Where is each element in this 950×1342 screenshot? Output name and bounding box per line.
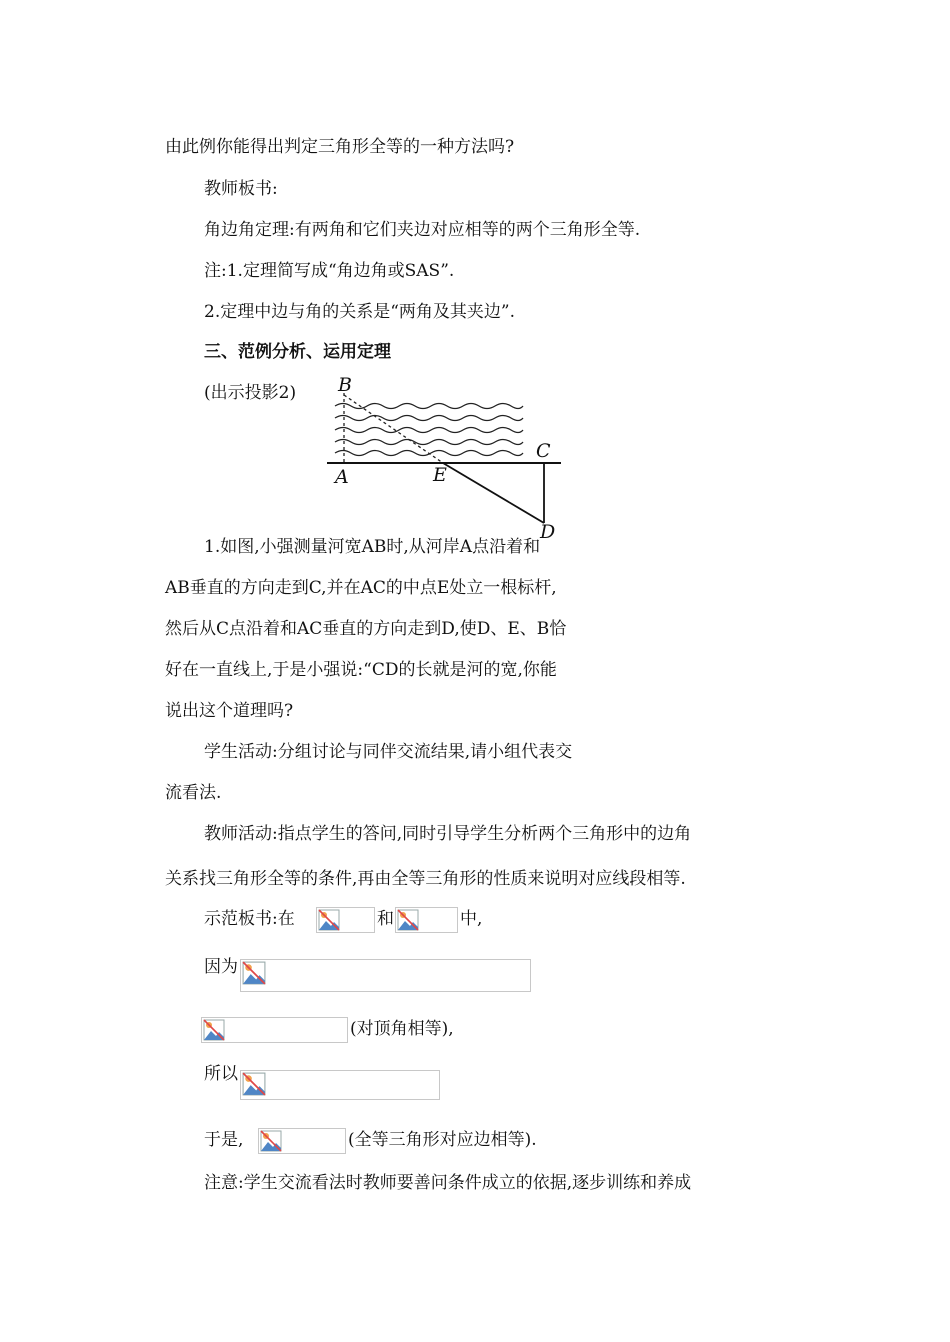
projection-label: (出示投影2) [204,383,297,403]
problem-1-line-2: AB垂直的方向走到C,并在AC的中点E处立一根标杆, [165,578,557,598]
theorem-text: 角边角定理:有两角和它们夹边对应相等的两个三角形全等. [204,220,641,240]
label-c: C [536,440,551,462]
vertical-angles-note: (对顶角相等), [350,1019,454,1039]
because-label: 因为 [204,957,238,977]
broken-image-icon [260,1130,282,1152]
broken-image-icon [203,1019,225,1041]
teacher-activity-line-1: 教师活动:指点学生的答问,同时引导学生分析两个三角形中的边角 [204,824,692,844]
demo-prefix: 示范板书:在 [204,909,295,929]
note-1: 注:1.定理简写成“角边角或SAS”. [204,261,455,281]
river-width-figure [325,373,565,543]
thus-label: 于是, [204,1130,244,1150]
section-heading: 三、范例分析、运用定理 [204,342,391,362]
student-activity-line-2: 流看法. [165,783,222,803]
label-b: B [338,374,352,396]
problem-1-line-1: 1.如图,小强测量河宽AB时,从河岸A点沿着和 [204,537,541,557]
broken-image-icon [242,961,266,985]
attention-note: 注意:学生交流看法时教师要善问条件成立的依据,逐步训练和养成 [204,1173,692,1193]
problem-1-line-3: 然后从C点沿着和AC垂直的方向走到D,使D、E、B恰 [165,619,567,639]
broken-image-icon [242,1072,266,1096]
line-ed [443,463,544,523]
label-a: A [335,466,349,488]
formula-image-conditions [240,959,531,992]
formula-image-triangle-2 [395,907,458,933]
formula-image-triangle-1 [316,907,375,933]
congruent-sides-note: (全等三角形对应边相等). [348,1130,537,1150]
label-e: E [433,464,447,486]
problem-1-line-5: 说出这个道理吗? [165,701,294,721]
note-2: 2.定理中边与角的关系是“两角及其夹边”. [204,302,516,322]
demo-and: 和 [377,909,394,929]
teacher-board-label: 教师板书: [204,179,278,199]
student-activity-line-1: 学生活动:分组讨论与同伴交流结果,请小组代表交 [204,742,573,762]
demo-middle: 中, [460,909,483,929]
river-waves [335,404,523,456]
label-d: D [540,521,556,543]
broken-image-icon [318,909,340,931]
problem-1-line-4: 好在一直线上,于是小强说:“CD的长就是河的宽,你能 [165,660,557,680]
formula-image-congruence [240,1070,440,1100]
broken-image-icon [397,909,419,931]
formula-image-cd-equals-ab [258,1128,346,1154]
formula-image-angle-equality [201,1017,348,1043]
line-be [344,395,443,463]
therefore-label: 所以 [204,1064,238,1084]
question-method: 由此例你能得出判定三角形全等的一种方法吗? [165,137,515,157]
teacher-activity-line-2: 关系找三角形全等的条件,再由全等三角形的性质来说明对应线段相等. [165,869,686,889]
